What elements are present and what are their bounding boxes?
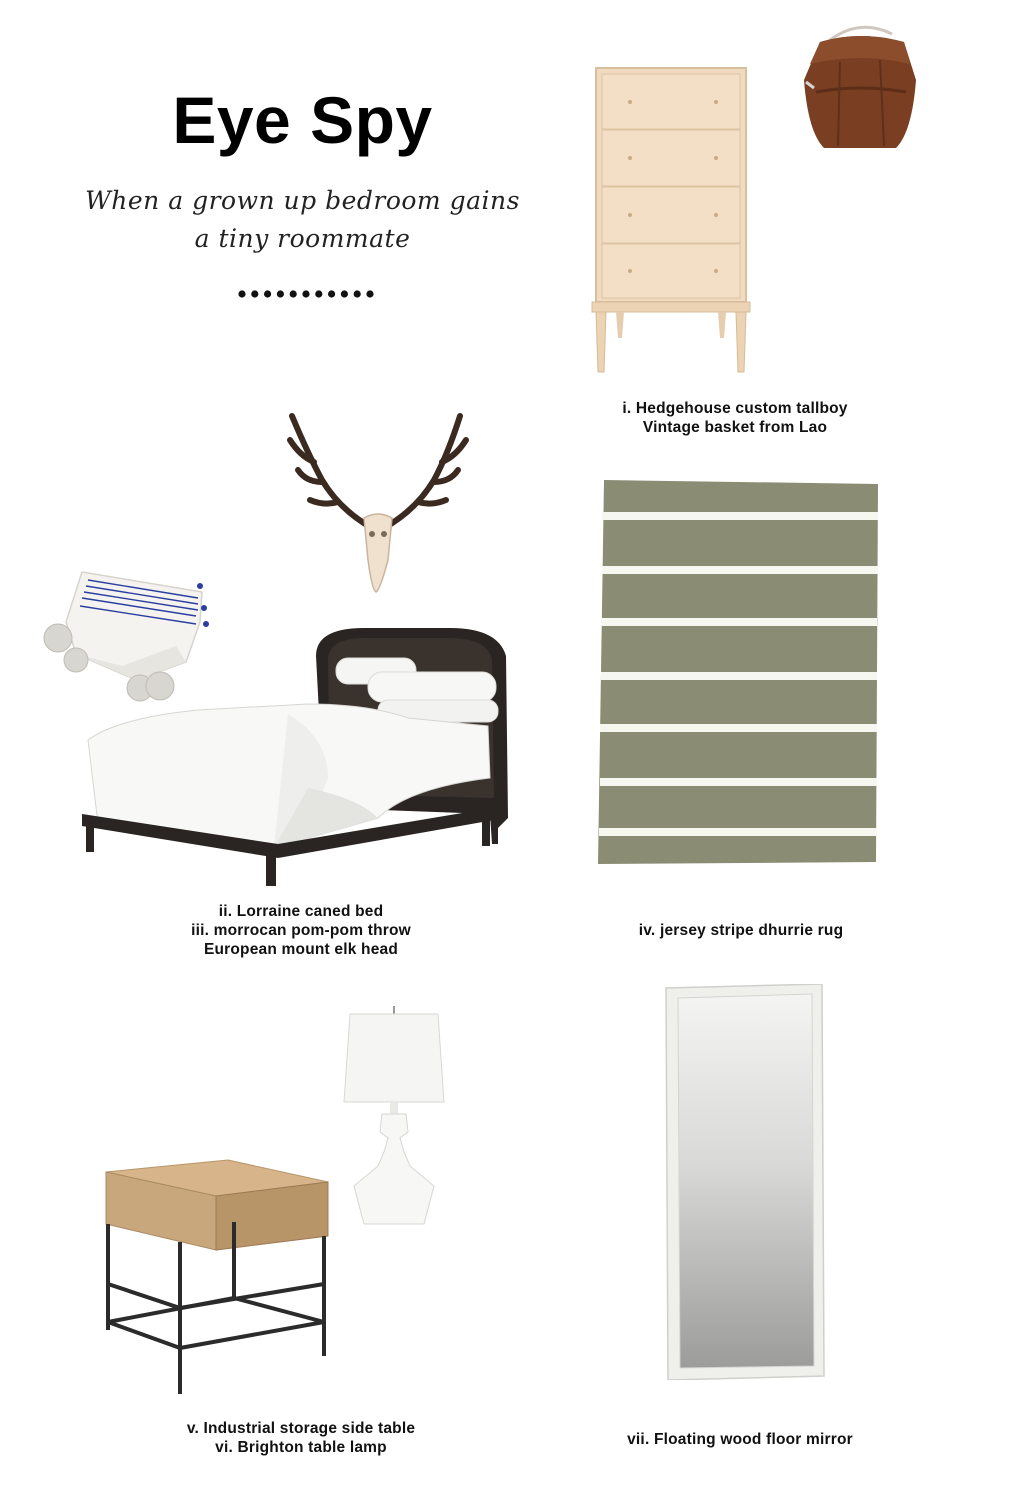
divider-dot [366, 290, 373, 297]
divider-dot [302, 290, 309, 297]
divider-dot [251, 290, 258, 297]
caption-line: i. Hedgehouse custom tallboy [622, 400, 848, 417]
caption-line: vii. Floating wood floor mirror [627, 1431, 853, 1448]
dotted-divider [238, 289, 378, 299]
divider-dot [315, 290, 322, 297]
caption-bed-throw-elk [166, 902, 436, 959]
stripe-rug-icon [596, 478, 880, 866]
tallboy-icon [588, 66, 754, 374]
page-subtitle: When a grown up bedroom gains a tiny roommate [85, 186, 520, 253]
divider-dot [354, 290, 361, 297]
caption-line: ii. Lorraine caned bed [218, 903, 384, 920]
caption-tallboy-basket [600, 399, 870, 437]
divider-dot [264, 290, 271, 297]
basket-icon [800, 22, 920, 154]
divider-dot [341, 290, 348, 297]
caned-bed-icon [78, 618, 510, 888]
caption-rug [606, 921, 876, 940]
caption-line: iii. morrocan pom-pom throw [191, 922, 411, 939]
divider-dot [238, 290, 245, 297]
side-table-icon [102, 1158, 330, 1398]
caption-line: vi. Brighton table lamp [215, 1439, 387, 1456]
divider-dot [290, 290, 297, 297]
floor-mirror-icon [664, 984, 828, 1380]
caption-table-lamp [166, 1419, 436, 1457]
caption-line: iv. jersey stripe dhurrie rug [638, 922, 844, 939]
caption-line: Vintage basket from Lao [642, 419, 828, 436]
page-title: Eye Spy [172, 83, 433, 157]
caption-line: European mount elk head [203, 941, 399, 958]
caption-line: v. Industrial storage side table [186, 1420, 416, 1437]
divider-dot [328, 290, 335, 297]
caption-mirror [600, 1430, 880, 1449]
elk-head-icon [280, 410, 475, 598]
divider-dot [277, 290, 284, 297]
table-lamp-icon [338, 1002, 450, 1228]
